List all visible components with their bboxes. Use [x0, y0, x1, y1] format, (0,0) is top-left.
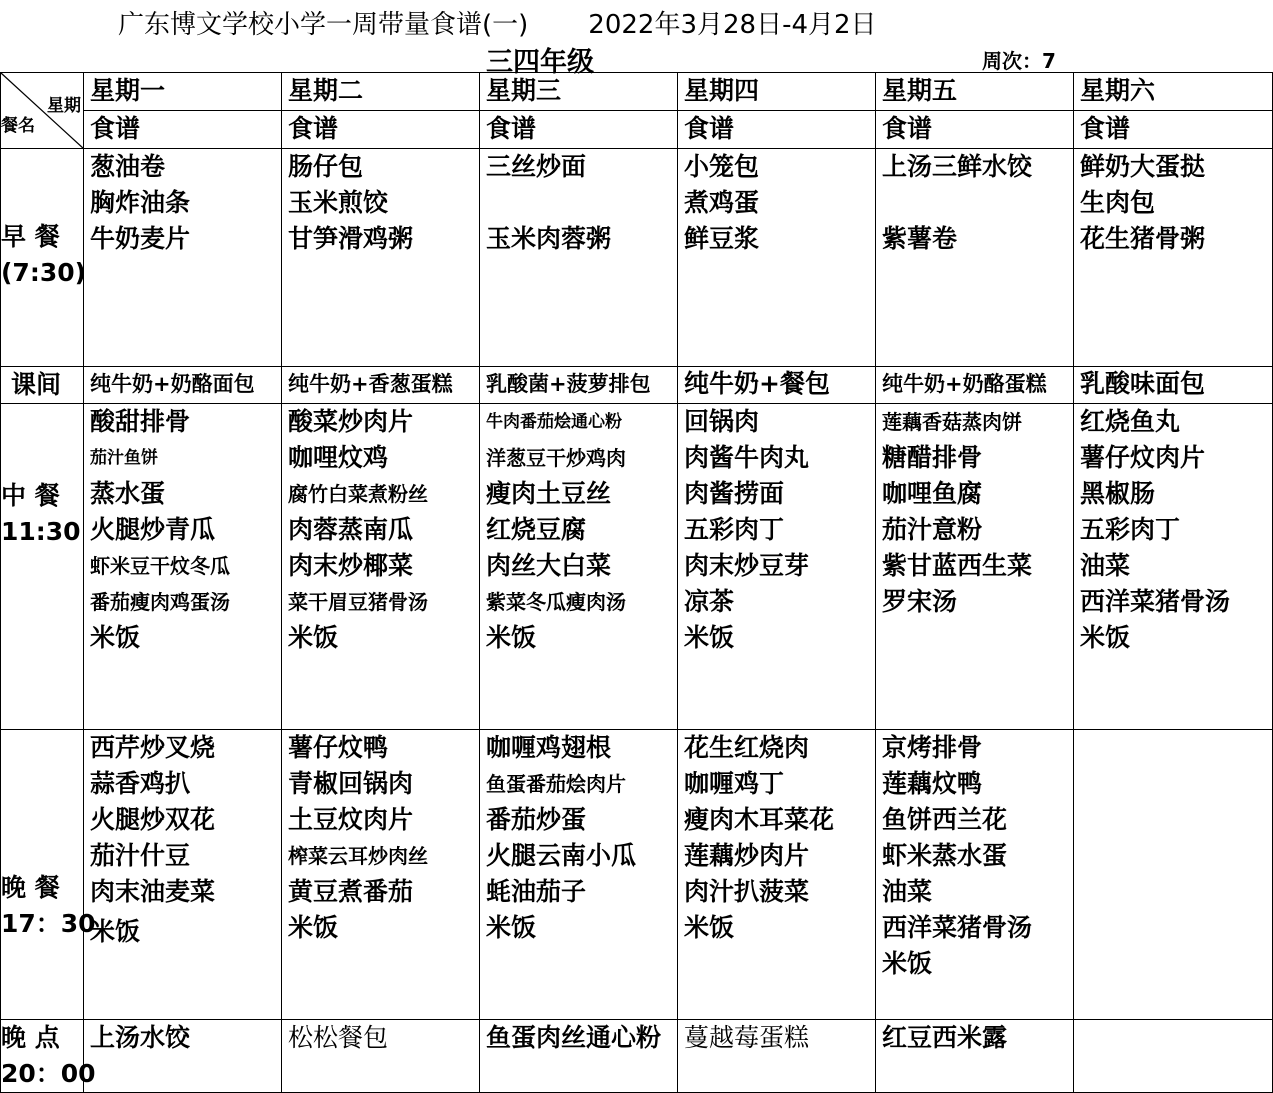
dish	[882, 185, 1073, 221]
dish: 肉汁扒菠菜	[684, 877, 810, 906]
dish: 蒸水蛋	[90, 479, 166, 508]
dish: 酸菜炒肉片	[288, 407, 414, 436]
dish: 青椒回锅肉	[288, 769, 414, 798]
lunch-cell	[1074, 404, 1273, 730]
dish: 土豆炆肉片	[288, 805, 414, 834]
dish: 米饭	[288, 623, 339, 652]
recipe-label-row	[1, 111, 1273, 149]
dish: 黑椒肠	[1080, 479, 1156, 508]
dish: 米饭	[684, 623, 735, 652]
dish: 莲藕炒肉片	[684, 841, 810, 870]
week-number: 周次：7	[982, 49, 1056, 73]
dish: 咖喱鸡丁	[684, 769, 785, 798]
dinner-label-cell	[1, 730, 96, 1020]
lunch-row	[1, 404, 1273, 730]
recipe-label: 食谱	[678, 111, 876, 149]
dish: 鲜奶大蛋挞	[1080, 152, 1206, 181]
dish: 红烧鱼丸	[1080, 407, 1181, 436]
dish: 上汤三鲜水饺	[882, 152, 1033, 181]
dinner-cell	[1074, 730, 1273, 1020]
dish: 火腿炒双花	[90, 805, 216, 834]
menu-table	[0, 72, 1273, 1093]
breakfast-row	[1, 149, 1273, 367]
dish: 番茄瘦肉鸡蛋汤	[90, 590, 230, 614]
dish	[486, 185, 677, 221]
dish: 紫薯卷	[882, 224, 958, 253]
recipe-label: 食谱	[84, 111, 282, 149]
dish: 花生红烧肉	[684, 733, 810, 762]
meal-name: 课间	[11, 370, 62, 399]
dish: 鱼饼西兰花	[882, 805, 1008, 834]
dish: 三丝炒面	[486, 152, 587, 181]
dish: 薯仔炆鸭	[288, 733, 389, 762]
dish: 油菜	[882, 877, 933, 906]
dish: 凉茶	[684, 587, 735, 616]
page-title	[118, 4, 877, 41]
dish: 京烤排骨	[882, 733, 983, 762]
breakfast-label-cell	[1, 149, 87, 367]
late-snack-cell	[84, 1020, 282, 1093]
lunch-cell	[282, 404, 480, 730]
dish: 火腿炒青瓜	[90, 515, 216, 544]
dish: 瘦肉木耳菜花	[684, 805, 835, 834]
late-snack-cell	[876, 1020, 1074, 1093]
dish: 咖哩鱼腐	[882, 479, 983, 508]
snack-cell	[1074, 367, 1273, 404]
dish: 甘笋滑鸡粥	[288, 224, 414, 253]
dish: 肉末炒豆芽	[684, 551, 810, 580]
dish: 菜干眉豆猪骨汤	[288, 590, 428, 614]
day-header: 星期六	[1074, 73, 1273, 111]
breakfast-cell	[282, 149, 480, 367]
dish: 紫甘蓝西生菜	[882, 551, 1033, 580]
dish: 紫菜冬瓜瘦肉汤	[486, 590, 626, 614]
grade-label: 三四年级	[486, 47, 594, 78]
dish: 米饭	[684, 913, 735, 942]
meal-time: 11:30	[1, 517, 81, 546]
lunch-cell	[84, 404, 282, 730]
dish: 蔓越莓蛋糕	[684, 1023, 810, 1052]
dish: 虾米蒸水蛋	[882, 841, 1008, 870]
dish: 牛奶麦片	[90, 224, 191, 253]
breakfast-cell	[876, 149, 1074, 367]
day-header: 星期一	[84, 73, 282, 111]
dish: 牛肉番茄烩通心粉	[486, 412, 622, 432]
breakfast-cell	[1074, 149, 1273, 367]
dish: 茄汁鱼饼	[90, 448, 158, 468]
dish: 米饭	[486, 913, 537, 942]
dinner-cell	[480, 730, 678, 1020]
dish: 火腿云南小瓜	[486, 841, 637, 870]
snack-cell	[876, 367, 1074, 404]
dish: 乳酸菌+菠萝排包	[486, 372, 651, 396]
dish: 西芹炒叉烧	[90, 733, 216, 762]
meal-name: 晚 点	[1, 1023, 60, 1052]
late-snack-cell	[1074, 1020, 1273, 1093]
dish: 五彩肉丁	[684, 515, 785, 544]
dish: 鱼蛋番茄烩肉片	[486, 772, 626, 796]
dish: 肉酱牛肉丸	[684, 443, 810, 472]
dish: 榨菜云耳炒肉丝	[288, 844, 428, 868]
dish: 黄豆煮番茄	[288, 877, 414, 906]
day-header: 星期五	[876, 73, 1074, 111]
meal-time: (7:30)	[1, 258, 87, 287]
dish: 肠仔包	[288, 152, 364, 181]
dish: 花生猪骨粥	[1080, 224, 1206, 253]
dish: 肉蓉蒸南瓜	[288, 515, 414, 544]
dish: 胸炸油条	[90, 188, 191, 217]
dish: 乳酸味面包	[1080, 369, 1206, 398]
lunch-label-cell	[1, 404, 84, 730]
lunch-cell	[678, 404, 876, 730]
dish: 蒜香鸡扒	[90, 769, 191, 798]
dinner-row	[1, 730, 1273, 1020]
dinner-cell	[84, 730, 282, 1020]
recipe-label: 食谱	[1074, 111, 1273, 149]
breakfast-cell	[678, 149, 876, 367]
dinner-cell	[876, 730, 1074, 1020]
corner-cell	[1, 73, 84, 149]
dish: 肉酱捞面	[684, 479, 785, 508]
dish: 红烧豆腐	[486, 515, 587, 544]
dish: 玉米肉蓉粥	[486, 224, 612, 253]
dish: 米饭	[90, 623, 141, 652]
dish: 薯仔炆肉片	[1080, 443, 1206, 472]
dish: 肉末炒椰菜	[288, 551, 414, 580]
late-snack-cell	[480, 1020, 678, 1093]
dish: 纯牛奶+奶酪蛋糕	[882, 372, 1047, 396]
lunch-cell	[876, 404, 1074, 730]
dish: 五彩肉丁	[1080, 515, 1181, 544]
dinner-cell	[678, 730, 876, 1020]
dish: 茄汁什豆	[90, 841, 191, 870]
dish: 洋葱豆干炒鸡肉	[486, 446, 626, 470]
day-header-row	[1, 73, 1273, 111]
snack-cell	[282, 367, 480, 404]
recipe-label: 食谱	[282, 111, 480, 149]
recipe-label: 食谱	[876, 111, 1074, 149]
dish: 鲜豆浆	[684, 224, 760, 253]
dish: 莲藕炆鸭	[882, 769, 983, 798]
dish: 肉末油麦菜	[90, 877, 216, 906]
dish: 玉米煎饺	[288, 188, 389, 217]
meal-name: 早 餐	[1, 222, 60, 251]
day-header: 星期三	[480, 73, 678, 111]
dish: 油菜	[1080, 551, 1131, 580]
dish: 煮鸡蛋	[684, 188, 760, 217]
snack-label-cell	[1, 367, 84, 404]
dish: 蚝油茄子	[486, 877, 587, 906]
dish: 红豆西米露	[882, 1023, 1008, 1052]
day-header: 星期四	[678, 73, 876, 111]
dish: 米饭	[288, 913, 339, 942]
snack-row	[1, 367, 1273, 404]
dish: 糖醋排骨	[882, 443, 983, 472]
dish: 番茄炒蛋	[486, 805, 587, 834]
dish: 茄汁意粉	[882, 515, 983, 544]
corner-meal-label: 餐名	[1, 116, 35, 136]
dish: 米饭	[486, 623, 537, 652]
dish: 罗宋汤	[882, 587, 958, 616]
breakfast-cell	[480, 149, 678, 367]
recipe-label: 食谱	[480, 111, 678, 149]
dish: 鱼蛋肉丝通心粉	[486, 1023, 662, 1052]
dish: 上汤水饺	[90, 1023, 191, 1052]
dish: 松松餐包	[288, 1023, 389, 1052]
late-snack-label-cell	[1, 1020, 96, 1093]
dish: 咖喱鸡翅根	[486, 733, 612, 762]
dish: 纯牛奶+奶酪面包	[90, 372, 255, 396]
dish: 葱油卷	[90, 152, 166, 181]
dish: 西洋菜猪骨汤	[1080, 587, 1231, 616]
dish: 回锅肉	[684, 407, 760, 436]
dish: 腐竹白菜煮粉丝	[288, 482, 428, 506]
late-snack-cell	[282, 1020, 480, 1093]
meal-time: 20：00	[1, 1059, 96, 1088]
dish: 莲藕香菇蒸肉饼	[882, 410, 1022, 434]
snack-cell	[678, 367, 876, 404]
meal-name: 中 餐	[1, 481, 60, 510]
dish: 小笼包	[684, 152, 760, 181]
lunch-cell	[480, 404, 678, 730]
breakfast-cell	[84, 149, 282, 367]
late-snack-row	[1, 1020, 1273, 1093]
dish: 瘦肉土豆丝	[486, 479, 612, 508]
dish: 虾米豆干炆冬瓜	[90, 554, 230, 578]
dish: 米饭	[882, 949, 933, 978]
menu-title: 广东博文学校小学一周带量食谱(一)	[118, 10, 529, 40]
late-snack-cell	[678, 1020, 876, 1093]
dish: 肉丝大白菜	[486, 551, 612, 580]
dish: 纯牛奶+餐包	[684, 369, 830, 398]
meal-time: 17：30	[1, 909, 96, 938]
dish: 酸甜排骨	[90, 407, 191, 436]
day-header: 星期二	[282, 73, 480, 111]
corner-day-label: 星期	[47, 96, 81, 116]
dish: 生肉包	[1080, 188, 1156, 217]
snack-cell	[480, 367, 678, 404]
dish: 米饭	[90, 917, 141, 946]
dish: 咖哩炆鸡	[288, 443, 389, 472]
dinner-cell	[282, 730, 480, 1020]
dish: 纯牛奶+香葱蛋糕	[288, 372, 453, 396]
dish: 米饭	[1080, 623, 1131, 652]
snack-cell	[84, 367, 282, 404]
dish: 西洋菜猪骨汤	[882, 913, 1033, 942]
meal-name: 晚 餐	[1, 873, 60, 902]
date-range: 2022年3月28日-4月2日	[588, 10, 877, 40]
